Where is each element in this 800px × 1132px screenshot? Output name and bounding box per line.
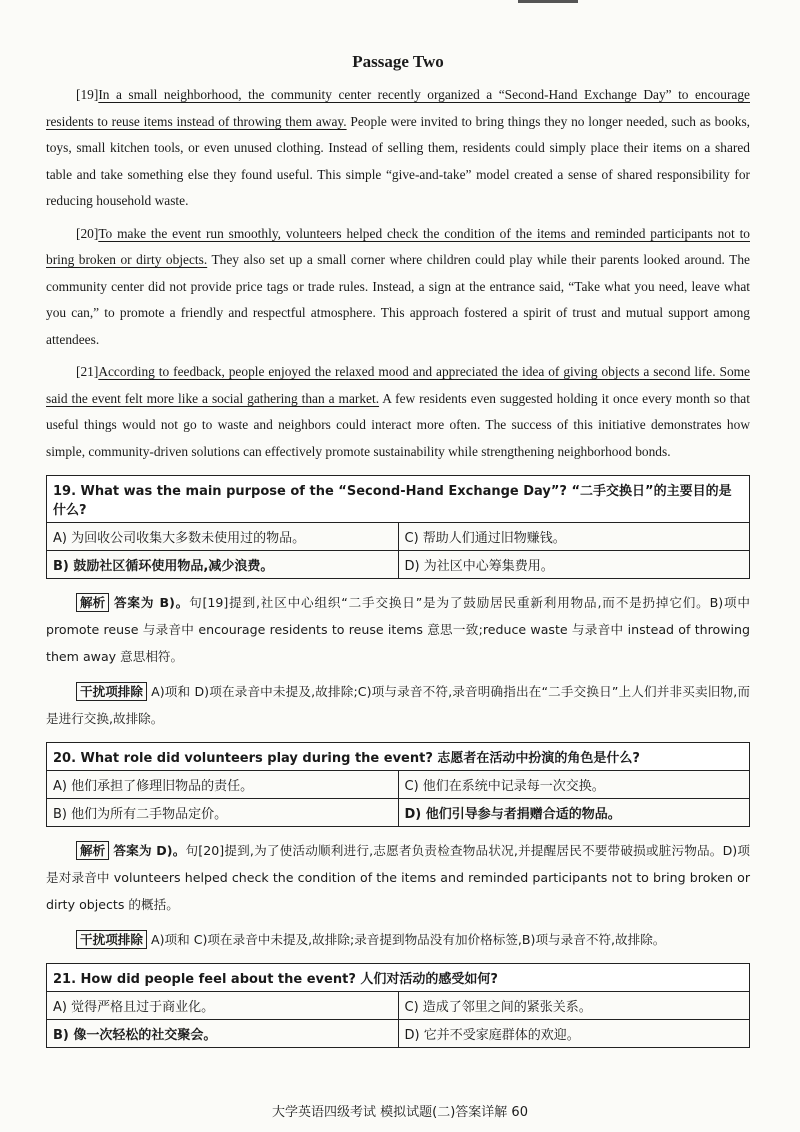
paragraph-21 [46,359,750,465]
page-footer: 大学英语四级考试 模拟试题(二)答案详解 60 [272,1105,528,1120]
option-a: A) 他们承担了修理旧物品的责任。 [47,771,399,799]
distractor-tag: 干扰项排除 [76,930,147,949]
sentence-number: [19] [76,87,99,102]
analysis-tag: 解析 [76,841,109,860]
answer-text: 答案为 D)。 [113,843,186,858]
analysis-text: 句[19]提到,社区中心组织“二手交换日”是为了鼓励居民重新利用物品,而不是扔掉它们。B)项中 promote reuse 与录音中 encourage residents to reuse items 意思一致;reduce waste 与录音中 instead of throwing them away 意思相符。 [46,595,750,664]
question-19-table [46,475,750,579]
option-a: A) 觉得严格且过于商业化。 [47,992,399,1020]
underlined-sentence: According to feedback, people enjoyed the relaxed mood and appreciated the idea of giving objects a second life. Some said the event felt more like a social gathering than a market. [46,364,750,406]
option-c: C) 帮助人们通过旧物赚钱。 [398,523,750,551]
option-a: A) 为回收公司收集大多数未使用过的物品。 [47,523,399,551]
underlined-sentence: In a small neighborhood, the community center recently organized a “Second-Hand Exchange Day” to encourage residents to reuse items instead of throwing them away. [46,87,750,129]
answer-text: 答案为 B)。 [114,595,190,610]
paragraph-text: People were invited to bring things they no longer needed, such as books, toys, small kitchen tools, or even unused clothing. Instead of selling them, residents could simply place their items on a shared table and take something else they found useful. This simple “give-and-take” model created a sense of shared responsibility for reducing household waste. [46,113,750,208]
paragraph-19 [46,82,750,215]
distractor-text: A)项和 C)项在录音中未提及,故排除;录音提到物品没有加价格标签,B)项与录音不符,故排除。 [150,932,666,947]
page-content [46,52,750,1058]
paragraph-text: A few residents even suggested holding it once every month so that useful things would not go to waste and neighbors could interact more often. The success of this initiative demonstrates how simple, community-driven solutions can effectively promote sustainability while strengthening neighborhood bonds. [46,390,750,459]
sentence-number: [20] [76,225,99,241]
distractor-tag: 干扰项排除 [76,682,147,701]
option-b: B) 他们为所有二手物品定价。 [47,799,399,827]
question-stem: 19. What was the main purpose of the “Second-Hand Exchange Day”? “二手交换日”的主要目的是什么? [47,476,750,523]
paragraph-text: They also set up a small corner where children could play while their parents looked around. The community center did not provide price tags or trade rules. Instead, a sign at the entrance said, “Take what you need, leave what you can,” to promote a friendly and respectful atmosphere. This approach fostered a spirit of trust and mutual support among attendees. [46,252,750,347]
sentence-number: [21] [76,364,99,379]
question-stem: 20. What role did volunteers play during the event? 志愿者在活动中扮演的角色是什么? [47,743,750,771]
distractor-19 [46,678,750,732]
option-c: C) 他们在系统中记录每一次交换。 [398,771,750,799]
option-b: B) 鼓励社区循环使用物品,减少浪费。 [47,551,399,579]
paragraph-20 [46,221,750,354]
option-c: C) 造成了邻里之间的紧张关系。 [398,992,750,1020]
analysis-tag: 解析 [76,593,109,612]
underlined-sentence: To make the event run smoothly, volunteers helped check the condition of the items and reminded participants not to bring broken or dirty objects. [46,225,750,267]
question-20-table [46,742,750,827]
distractor-20 [46,926,750,953]
passage-title: Passage Two [352,52,444,71]
option-d: D) 他们引导参与者捐赠合适的物品。 [398,799,750,827]
question-21-table [46,963,750,1048]
analysis-text: 句[20]提到,为了使活动顺利进行,志愿者负责检查物品状况,并提醒居民不要带破损或脏污物品。D)项是对录音中 volunteers helped check the condition of the items and reminded participants not to bring broken or dirty objects 的概括。 [46,843,750,912]
option-d: D) 它并不受家庭群体的欢迎。 [398,1020,750,1048]
option-b: B) 像一次轻松的社交聚会。 [47,1020,399,1048]
distractor-text: A)项和 D)项在录音中未提及,故排除;C)项与录音不符,录音明确指出在“二手交换日”上人们并非买卖旧物,而是进行交换,故排除。 [46,684,750,726]
analysis-19 [46,589,750,670]
question-stem: 21. How did people feel about the event? 人们对活动的感受如何? [47,964,750,992]
analysis-20 [46,837,750,918]
top-edge-mark [518,0,578,3]
option-d: D) 为社区中心筹集费用。 [398,551,750,579]
